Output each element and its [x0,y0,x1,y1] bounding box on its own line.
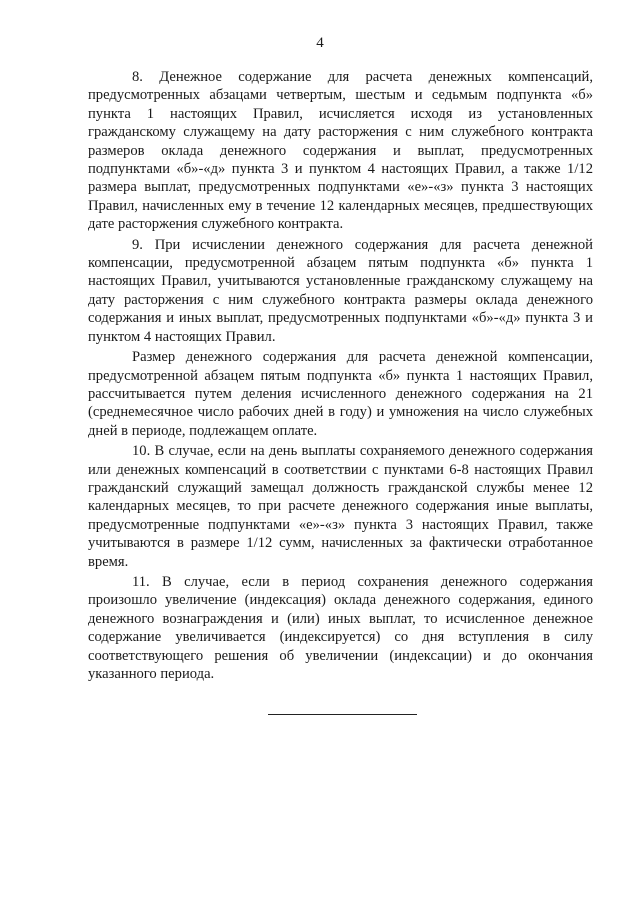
paragraph-9: 9. При исчислении денежного содержания для расчета денежной компенсации, предусмотренной абзацем пятым подпункта «б» пункта 1 настоящих Правил, учитываются установленные гражданскому служащему на дату расторжения с ним служебного контракта размеры оклада денежного содержания и иных выплат, предусмотренных подпунктами «б»-«д» пункта 3 и пунктом 4 настоящих Правил. [88,236,593,345]
closing-divider-line [268,714,417,715]
paragraph-8: 8. Денежное содержание для расчета денежных компенсаций, предусмотренных абзацами четвертым, шестым и седьмым подпункта «б» пункта 1 настоящих Правил, исчисляется исходя из установленных гражданскому служащему на дату расторжения с ним служебного контракта размеров оклада денежного содержания и выплат, предусмотренных подпунктами «б»-«д» пункта 3 и пунктом 4 настоящих Правил, а также 1/12 размера выплат, предусмотренных подпунктами «е»-«з» пункта 3 настоящих Правил, начисленных ему в течение 12 календарных месяцев, предшествующих дате расторжения служебного контракта. [88,69,593,233]
document-body [88,68,593,683]
paragraph-9-continued: Размер денежного содержания для расчета денежной компенсации, предусмотренной абзацем пятым подпункта «б» пункта 1 настоящих Правил, рассчитывается путем деления исчисленного денежного содержания на 21 (среднемесячное число рабочих дней в году) и умножения на число служебных дней в периоде, подлежащем оплате. [88,349,593,439]
page-number: 4 [316,35,324,51]
paragraph-11: 11. В случае, если в период сохранения денежного содержания произошло увеличение (индексация) оклада денежного содержания, единого денежного вознаграждения и (или) иных выплат, то исчисленное денежное содержание увеличивается (индексируется) со дня вступления в силу соответствующего решения об увеличении (индексации) и до окончания указанного периода. [88,573,593,682]
paragraph-10: 10. В случае, если на день выплаты сохраняемого денежного содержания или денежных компенсаций в соответствии с пунктами 6-8 настоящих Правил гражданский служащий замещал должность гражданской службы менее 12 календарных месяцев, то при расчете денежного содержания иные выплаты, предусмотренные подпунктами «е»-«з» пункта 3 настоящих Правил, также учитываются в размере 1/12 сумм, начисленных за фактически отработанное время. [88,443,593,570]
